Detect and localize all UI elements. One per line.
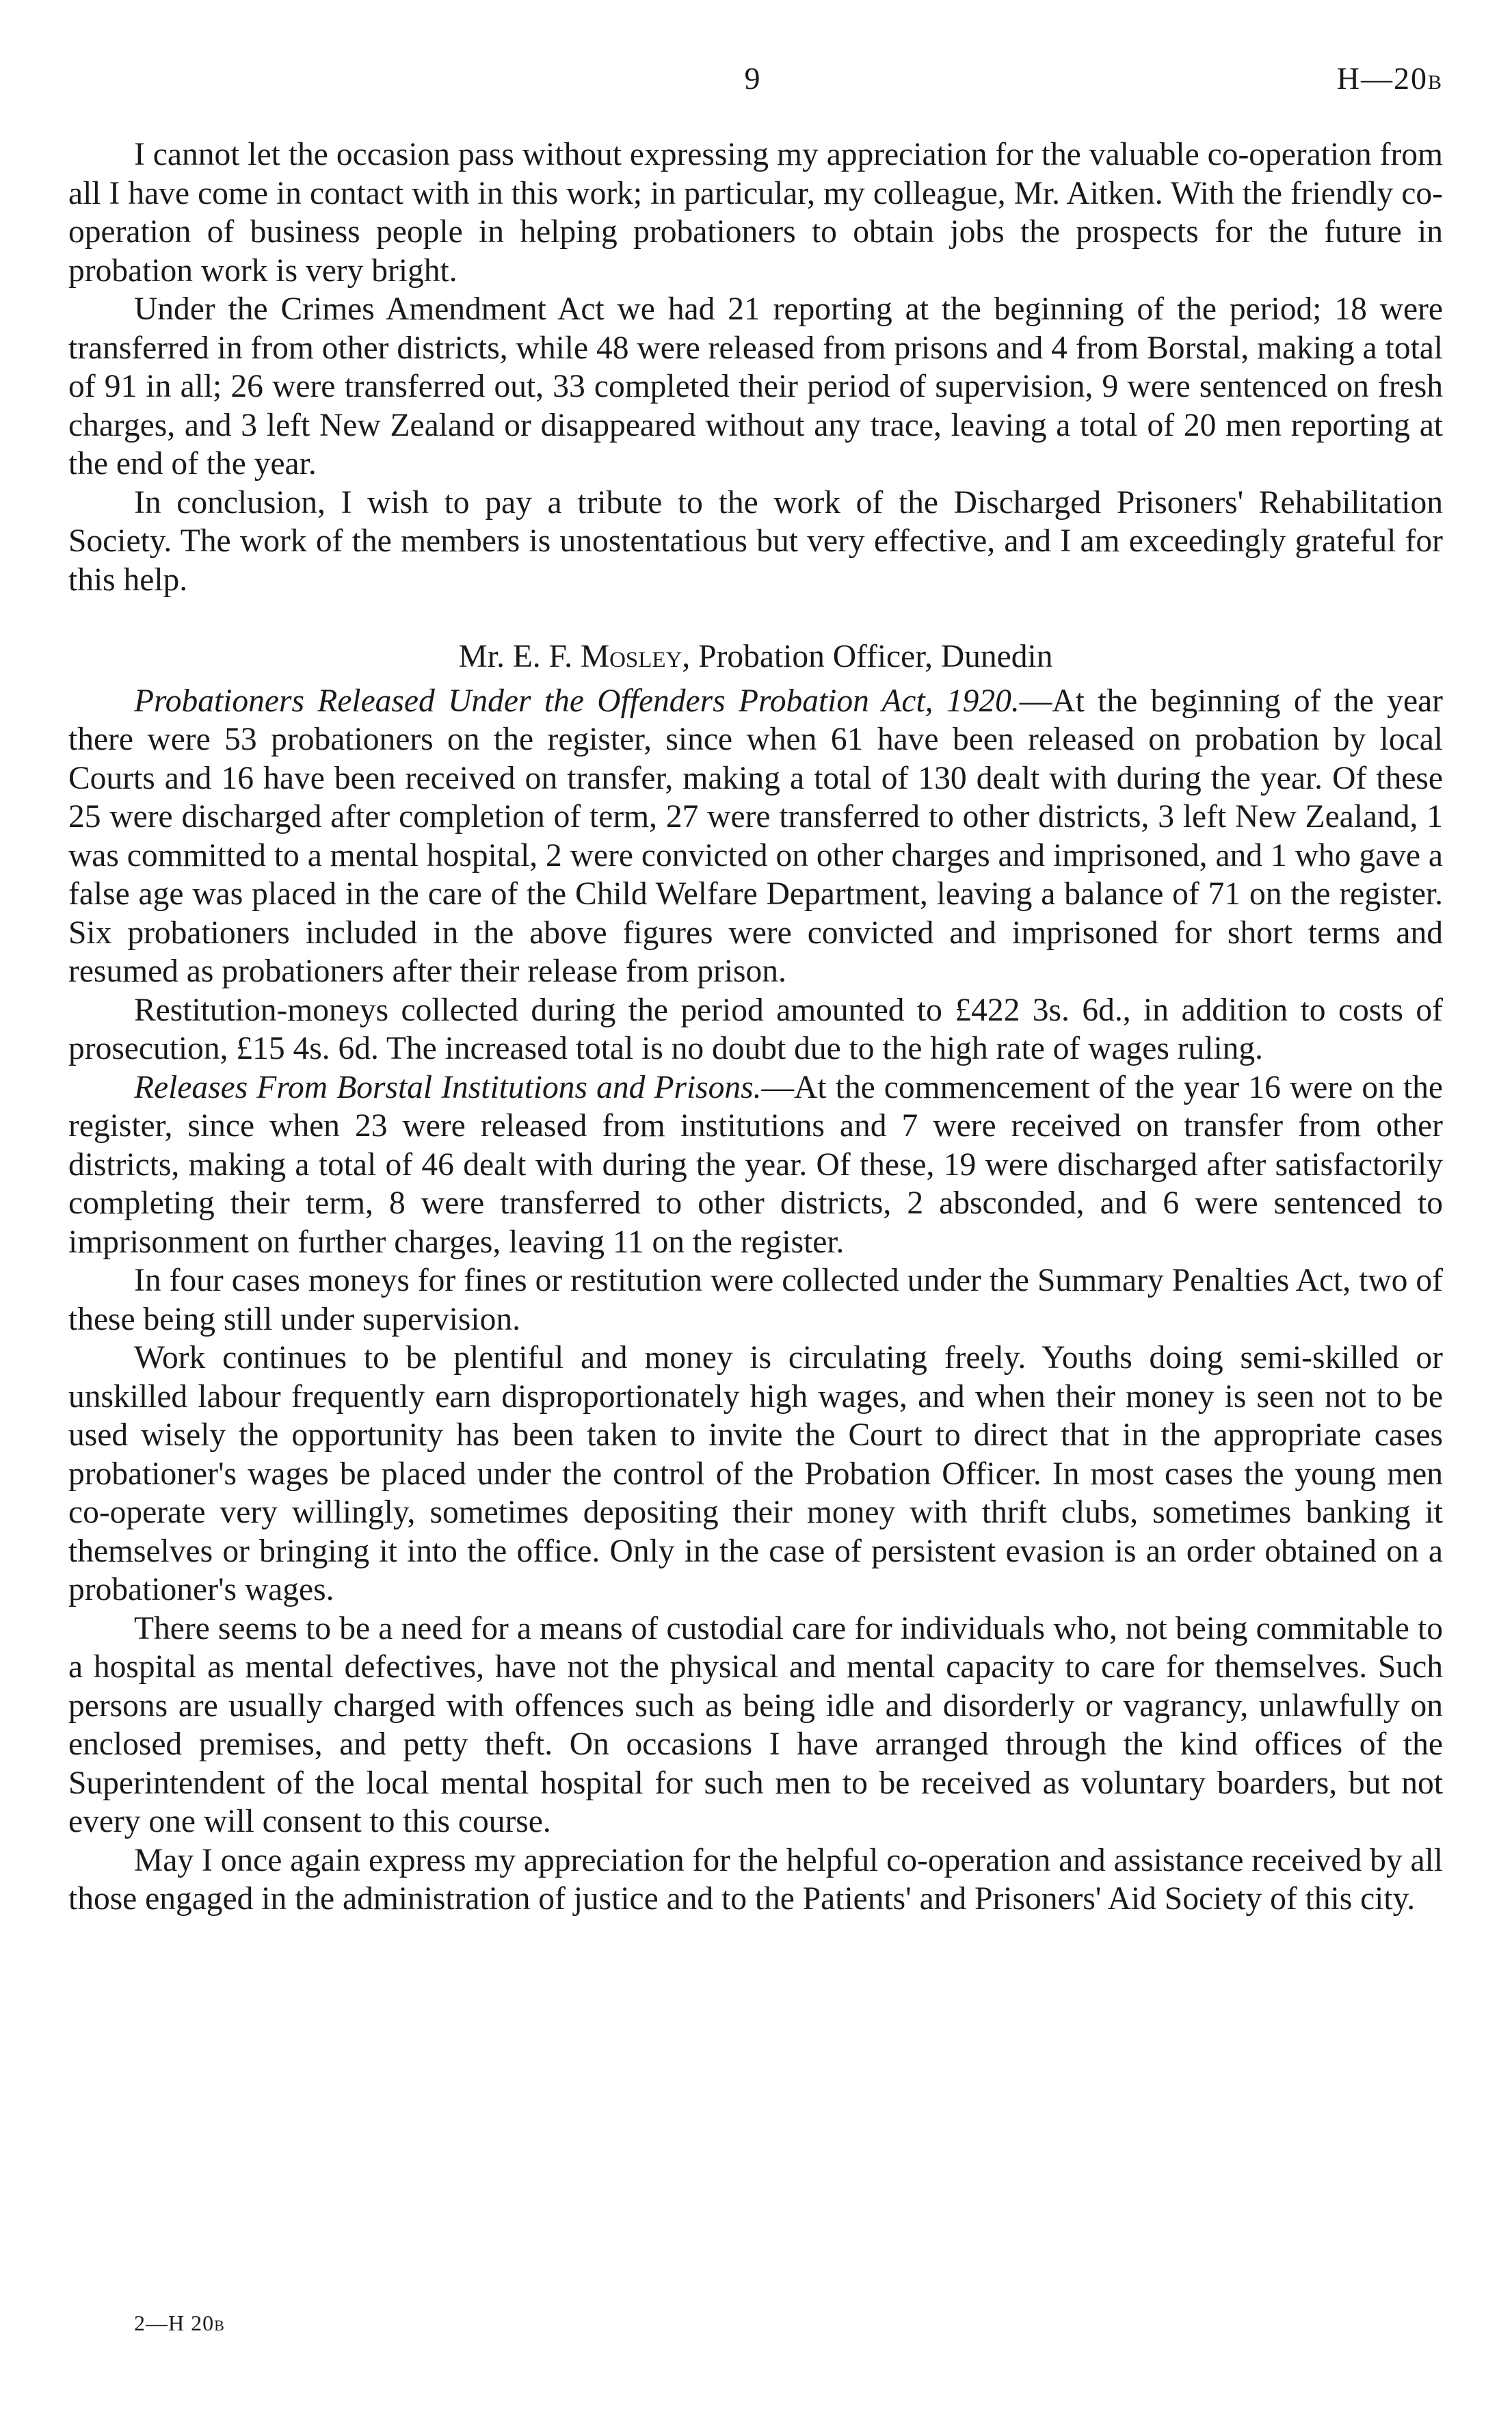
document-reference — [1337, 60, 1443, 96]
paragraph-conclusion: In conclusion, I wish to pay a tribute to the work of the Discharged Prisoners' Rehabilitation Society. The work of the members is unostentatious but very effective, and I am exceedingly grateful for this help. — [68, 484, 1443, 598]
section-heading-name: Mosley — [580, 639, 682, 674]
document-reference-suffix: B — [1427, 71, 1443, 94]
paragraph-probationers — [68, 682, 1443, 991]
paragraph-wages: Work continues to be plentiful and money is circulating freely. Youths doing semi-skilled or unskilled labour frequently earn disproportionately high wages, and when their money is seen not to be used wisely the opportunity has been taken to invite the Court to direct that in the appropriate cases probationer's wages be placed under the control of the Probation Officer. In most cases the young men co-operate very willingly, sometimes depositing their money with thrift clubs, sometimes banking it themselves or bringing it into the office. Only in the case of persistent evasion is an order obtained on a probationer's wages. — [68, 1340, 1443, 1607]
document-reference-main: H—20 — [1336, 61, 1428, 96]
probationers-run-in-heading: Probationers Released Under the Offenders Probation Act, 1920. — [134, 683, 1020, 719]
paragraph-crimes-amendment-act: Under the Crimes Amendment Act we had 21 reporting at the beginning of the period; 18 were transferred in from other districts, while 48 were released from prisons and 4 from Borstal, making a total of 91 in all; 26 were transferred out, 33 completed their period of supervision, 9 were sentenced on fresh charges, and 3 left New Zealand or disappeared without any trace, leaving a total of 20 men reporting at the end of the year. — [68, 291, 1443, 482]
paragraph-appreciation: I cannot let the occasion pass without expressing my appreciation for the valuable co-operation from all I have come in contact with in this work; in particular, my colleague, Mr. Aitken. With the friendly co-operation of business people in helping probationers to obtain jobs the prospects for the future in probation work is very bright. — [68, 137, 1443, 289]
page-header — [68, 60, 1443, 115]
probationers-text: —At the beginning of the year there were 53 probationers on the register, since when 61 have been released on probation by local Courts and 16 have been received on transfer, making a total of 130 dealt with during the year. Of these 25 were discharged after completion of term, 27 were transferred to other districts, 3 left New Zealand, 1 was committed to a mental hospital, 2 were convicted on other charges and imprisoned, and 1 who gave a false age was placed in the care of the Child Welfare Department, leaving a balance of 71 on the register. Six probationers included in the above figures were convicted and imprisoned for short terms and resumed as probationers after their release from prison. — [68, 683, 1443, 989]
signature-reference-suffix: B — [214, 2317, 225, 2334]
releases-run-in-heading: Releases From Borstal Institutions and Prisons. — [134, 1069, 762, 1105]
paragraph-summary-penalties: In four cases moneys for fines or restitution were collected under the Summary Penalties Act, two of these being still under supervision. — [68, 1263, 1443, 1337]
page-number: 9 — [744, 61, 760, 96]
paragraph-custodial-care: There seems to be a need for a means of custodial care for individuals who, not being commitable to a hospital as mental defectives, have not the physical and mental capacity to care for themselves. Such persons are usually charged with offences such as being idle and disorderly or vagrancy, unlawfully on enclosed premises, and petty theft. On occasions I have arranged through the kind offices of the Superintendent of the local mental hospital for such men to be received as voluntary boarders, but not every one will consent to this course. — [68, 1610, 1443, 1839]
signature-reference — [134, 2311, 225, 2336]
releases-text: —At the commencement of the year 16 were on the register, since when 23 were released from institutions and 7 were received on transfer from other districts, making a total of 46 dealt with during the year. Of these, 19 were discharged after satisfactorily completing their term, 8 were transferred to other districts, 2 absconded, and 6 were sentenced to imprisonment on further charges, leaving 11 on the register. — [68, 1069, 1443, 1260]
paragraph-releases — [68, 1068, 1443, 1262]
signature-reference-main: 2—H 20 — [134, 2311, 215, 2335]
paragraph-closing-appreciation: May I once again express my appreciation for the helpful co-operation and assistance received by all those engaged in the administration of justice and to the Patients' and Prisoners' Aid Society of this city. — [68, 1842, 1443, 1917]
section-heading-prefix: Mr. E. F. — [458, 639, 581, 674]
paragraph-restitution: Restitution-moneys collected during the period amounted to £422 3s. 6d., in addition to costs of prosecution, £15 4s. 6d. The increased total is no doubt due to the high rate of wages ruling. — [68, 992, 1443, 1066]
document-body — [68, 135, 1443, 1919]
section-heading — [68, 638, 1443, 676]
section-heading-suffix: , Probation Officer, Dunedin — [682, 639, 1053, 674]
